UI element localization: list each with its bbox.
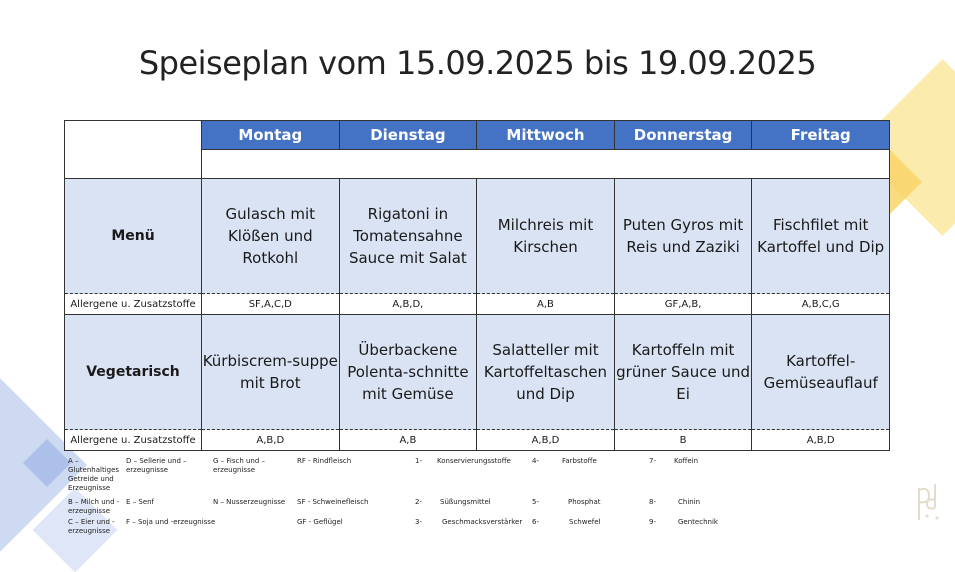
legend-4: Farbstoffe [562,457,597,465]
legend-b: B – Milch und -erzeugnisse [68,498,120,515]
legend-sf: SF - Schweinefleisch [297,498,369,506]
legend-e: E – Senf [126,498,155,506]
legend-rf: RF - Rindfleisch [297,457,352,465]
blank-cell [202,150,890,179]
allergen-label: Allergene u. Zusatzstoffe [65,294,202,315]
legend-2-num: 2- [415,498,422,506]
meal-cell: Fischfilet mit Kartoffel und Dip [752,179,890,294]
allergen-cell: A,B,D [477,430,615,451]
meal-cell: Gulasch mit Klößen und Rotkohl [202,179,340,294]
allergen-cell: B [614,430,752,451]
legend-9: Gentechnik [678,518,718,526]
legend-a: A – Glutenhaltiges Getreide und Erzeugnisse [68,457,120,492]
meal-cell: Kartoffel-Gemüseauflauf [752,315,890,430]
allergen-cell: A,B [339,430,477,451]
day-header-mittwoch: Mittwoch [477,121,615,150]
meal-cell: Überbackene Polenta-schnitte mit Gemüse [339,315,477,430]
meal-cell: Puten Gyros mit Reis und Zaziki [614,179,752,294]
legend-6: Schwefel [569,518,601,526]
legend-g: G – Fisch und –erzeugnisse [213,457,266,474]
meal-cell: Rigatoni in Tomatensahne Sauce mit Salat [339,179,477,294]
menu-row [65,179,890,294]
day-header-montag: Montag [202,121,340,150]
allergen-cell: A,B,D [752,430,890,451]
legend-d: D – Sellerie und –erzeugnisse [126,457,187,474]
allergen-cell: A,B,C,G [752,294,890,315]
page-title: Speiseplan vom 15.09.2025 bis 19.09.2025 [138,44,817,82]
menu-table [64,120,890,451]
row-label-menu: Menü [65,179,202,294]
meal-cell: Kartoffeln mit grüner Sauce und Ei [614,315,752,430]
row-label-vegetarian: Vegetarisch [65,315,202,430]
allergen-label: Allergene u. Zusatzstoffe [65,430,202,451]
legend-4-num: 4- [532,457,539,465]
allergen-cell: A,B,D [202,430,340,451]
legend-1: Konservierungsstoffe [437,457,511,465]
header-row [65,121,890,150]
legend-1-num: 1- [415,457,422,465]
legend-2: Süßungsmittel [440,498,491,506]
allergen-cell: GF,A,B, [614,294,752,315]
legend-3: Geschmacksverstärker [442,518,523,526]
vegetarian-row [65,315,890,430]
meal-cell: Salatteller mit Kartoffeltaschen und Dip [477,315,615,430]
menu-allergen-row [65,294,890,315]
legend-f: F – Soja und -erzeugnisse [126,518,216,526]
vegetarian-allergen-row [65,430,890,451]
day-header-freitag: Freitag [752,121,890,150]
legend-gf: GF - Geflügel [297,518,343,526]
legend-5-num: 5- [532,498,539,506]
legend-3-num: 3- [415,518,422,526]
logo-glyph [913,480,945,528]
meal-cell: Kürbiscrem-suppe mit Brot [202,315,340,430]
allergen-cell: SF,A,C,D [202,294,340,315]
day-header-dienstag: Dienstag [339,121,477,150]
legend-6-num: 6- [532,518,539,526]
legend-n: N – Nusserzeugnisse [213,498,286,506]
allergen-cell: A,B,D, [339,294,477,315]
legend-9-num: 9- [649,518,656,526]
corner-cell [65,121,202,179]
legend-8-num: 8- [649,498,656,506]
legend-5: Phosphat [568,498,601,506]
allergen-cell: A,B [477,294,615,315]
legend-8: Chinin [678,498,701,506]
day-header-donnerstag: Donnerstag [614,121,752,150]
legend-7: Koffein [674,457,699,465]
legend-c: C – Eier und -erzeugnisse [68,518,115,535]
logo-icon [913,480,945,528]
meal-cell: Milchreis mit Kirschen [477,179,615,294]
legend-7-num: 7- [649,457,656,465]
